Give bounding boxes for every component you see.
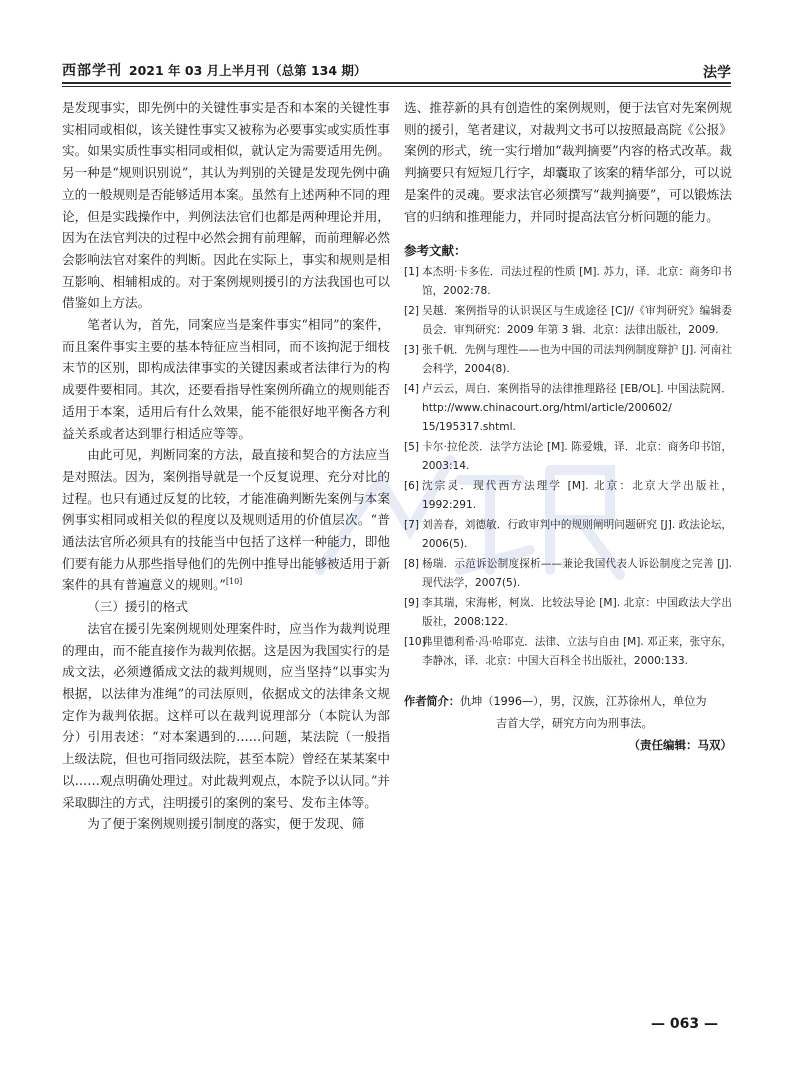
reference-number: [5] bbox=[404, 441, 420, 454]
author-bio-line: 仇坤（1996—），男，汉族，江苏徐州人，单位为 bbox=[459, 695, 707, 709]
body-paragraph: 笔者认为，首先，同案应当是案件事实“相同”的案件，而且案件事实主要的基本特征应当相同，而不该拘泥于细枝末节的区别，即构成法律事实的关键因素或者法律行为的构成要件要相同。其次，还要看指导性案例所确立的规则能否适用于本案，适用后有什么效果，能不能很好地平衡各方利益关系或者达到罪行相适应等等。 bbox=[62, 317, 390, 441]
reference-number: [1] bbox=[404, 266, 420, 279]
reference-number: [9] bbox=[404, 597, 420, 610]
reference-item bbox=[404, 477, 732, 515]
body-paragraph bbox=[62, 444, 390, 596]
reference-number: [10] bbox=[404, 636, 426, 649]
responsible-editor: （责任编辑：马双） bbox=[628, 738, 732, 753]
body-paragraph: 为了便于案例规则援引制度的落实，便于发现、筛 bbox=[87, 816, 365, 832]
reference-text: 卢云云，周白．案例指导的法律推理路径 [EB/OL]. 中国法院网．http://www.chinacourt.org/html/article/200602/ 15/195317.shtml. bbox=[422, 383, 732, 434]
journal-title bbox=[62, 60, 366, 80]
issue-info: 2021 年 03 月上半月刊（总第 134 期） bbox=[128, 63, 367, 78]
reference-text: 沈宗灵．现代西方法理学 [M]. 北京：北京大学出版社，1992:291. bbox=[422, 480, 732, 512]
reference-text: 弗里德利希·冯·哈耶克．法律、立法与自由 [M]. 邓正来，张守东，李静冰，译．北京：中国大百科全书出版社，2000:133. bbox=[422, 636, 732, 668]
section-subheading: （三）援引的格式 bbox=[87, 599, 188, 615]
section-label: 法学 bbox=[703, 65, 731, 81]
reference-item bbox=[404, 516, 732, 554]
reference-number: [4] bbox=[404, 383, 420, 396]
body-paragraph: 选、推荐新的具有创造性的案例规则，便于法官对先案例规则的援引，笔者建议，对裁判文书可以按照最高院《公报》案例的形式，统一实行增加“裁判摘要”内容的格式改革。裁判摘要只有短短几行字，却囊取了该案的精华部分，可以说是案件的灵魂。要求法官必须撰写“裁判摘要”，可以锻炼法官的归纳和推理能力，并同时提高法官分析问题的能力。 bbox=[404, 100, 732, 224]
reference-item bbox=[404, 633, 732, 671]
reference-text: 李其瑞，宋海彬，柯岚．比较法导论 [M]. 北京：中国政法大学出版社，2008:122. bbox=[422, 597, 732, 629]
running-header bbox=[62, 58, 731, 84]
citation-marker: [10] bbox=[225, 577, 243, 587]
reference-item bbox=[404, 302, 732, 340]
references-heading: 参考文献： bbox=[404, 243, 467, 259]
reference-text: 本杰明·卡多佐．司法过程的性质 [M]. 苏力，译．北京：商务印书馆，2002:78. bbox=[422, 266, 732, 298]
author-bio bbox=[404, 691, 732, 735]
reference-item bbox=[404, 438, 732, 476]
journal-logo: 西部学刊 bbox=[62, 63, 122, 79]
body-paragraph: 是发现事实，即先例中的关键性事实是否和本案的关键性事实相同或相似，该关键性事实又被称为必要事实或实质性事实。如果实质性事实相同或相似，就认定为需要适用先例。另一种是“规则识别说”，其认为判别的关键是发现先例中确立的一般规则是否能够适用本案。虽然有上述两种不同的理论，但是实践操作中，判例法法官们也都是两种理论并用，因为在法官判决的过程中必然会拥有前理解，而前理解必然会影响法官对案件的判断。因此在实际上，事实和规则是相互影响、相辅相成的。对于案例规则援引的方法我国也可以借鉴如上方法。 bbox=[62, 100, 390, 311]
reference-text: 杨瑞．示范诉讼制度探析——兼论我国代表人诉讼制度之完善 [J]. 现代法学，2007(5). bbox=[422, 558, 732, 590]
left-column bbox=[62, 97, 390, 835]
reference-number: [2] bbox=[404, 305, 420, 318]
reference-list bbox=[404, 263, 732, 671]
reference-text: 刘善春，刘德敏．行政审判中的规则阐明问题研究 [J]. 政法论坛，2006(5). bbox=[422, 519, 732, 551]
author-bio-line: 吉首大学，研究方向为刑事法。 bbox=[496, 717, 653, 731]
reference-text: 卡尔·拉伦茨．法学方法论 [M]. 陈爱娥，译．北京：商务印书馆，2003:14. bbox=[422, 441, 732, 473]
page-number: — 063 — bbox=[651, 1016, 718, 1032]
reference-item bbox=[404, 594, 732, 632]
paragraph-text: 由此可见，判断同案的方法，最直接和契合的方法应当是对照法。因为，案例指导就是一个反复说理、充分对比的过程。也只有通过反复的比较，才能准确判断先案例与本案例事实相同或相关似的程度以及规则适用的价值层次。“普通法法官所必须具有的技能当中包括了这样一种能力，即他们要有能力从那些指导他们的先例中推导出能够被适用于新案件的具有普遍意义的规则。” bbox=[62, 447, 390, 593]
reference-number: [8] bbox=[404, 558, 420, 571]
reference-item bbox=[404, 341, 732, 379]
reference-item bbox=[404, 263, 732, 301]
right-column bbox=[404, 97, 732, 753]
author-bio-label: 作者简介： bbox=[404, 695, 460, 709]
reference-number: [3] bbox=[404, 344, 420, 357]
body-paragraph: 法官在援引先案例规则处理案件时，应当作为裁判说理的理由，而不能直接作为裁判依据。这是因为我国实行的是成文法，必须遵循成文法的裁判规则，应当坚持“以事实为根据，以法律为准绳”的司法原则，依据成文的法律条文规定作为裁判依据。这样可以在裁判说理部分（本院认为部分）引用表述：“对本案遇到的……问题，某法院（一般指上级法院，但也可指同级法院，甚至本院）曾经在某某案中以……观点明确处理过。对此裁判观点，本院予以认同。”并采取脚注的方式，注明援引的案例的案号、发布主体等。 bbox=[62, 620, 390, 810]
reference-text: 张千帆．先例与理性——也为中国的司法判例制度辩护 [J]. 河南社会科学，2004(8). bbox=[422, 344, 732, 376]
reference-number: [6] bbox=[404, 480, 420, 493]
reference-item bbox=[404, 380, 732, 437]
reference-item bbox=[404, 555, 732, 593]
reference-text: 吴越．案例指导的认识误区与生成途径 [C]//《审判研究》编辑委员会．审判研究：2009 年第 3 辑．北京：法律出版社，2009. bbox=[422, 305, 732, 337]
reference-number: [7] bbox=[404, 519, 420, 532]
